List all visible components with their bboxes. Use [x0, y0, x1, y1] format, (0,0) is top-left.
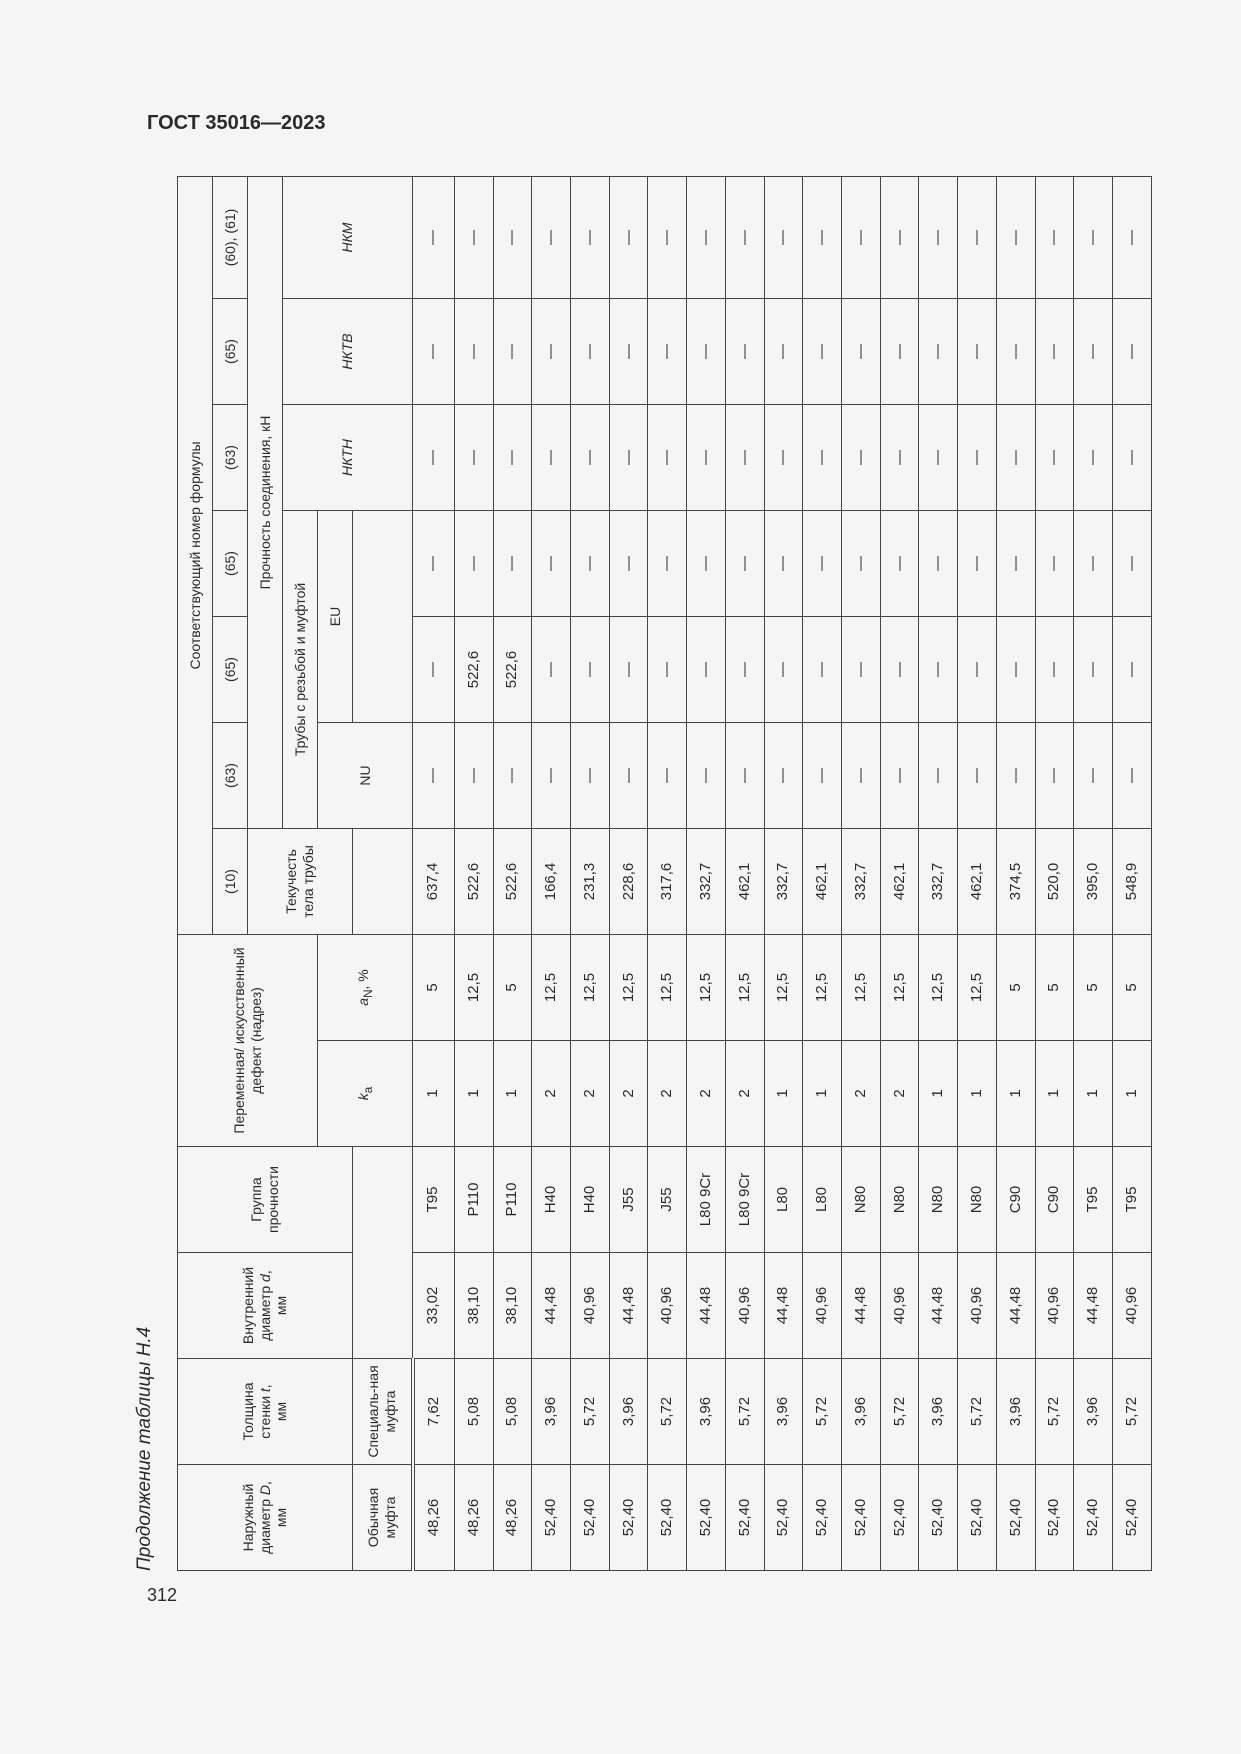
formula-63b: (63)	[213, 404, 248, 510]
cell-y: 231,3	[570, 828, 609, 934]
cell-nkm: —	[996, 176, 1035, 298]
cell-nktv: —	[841, 298, 880, 404]
col-head-regular: Обычная муфта	[353, 1465, 413, 1571]
col-head-nu: NU	[318, 722, 413, 828]
cell-eu-reg: —	[803, 616, 842, 722]
cell-an: 5	[1113, 934, 1152, 1040]
cell-grp: N80	[841, 1147, 880, 1253]
cell-eu-sp: —	[764, 510, 803, 616]
table-row	[996, 176, 1035, 1570]
table-row	[1074, 176, 1113, 1570]
cell-grp: T95	[1113, 1147, 1152, 1253]
cell-y: 462,1	[958, 828, 997, 934]
cell-nktv: —	[958, 298, 997, 404]
cell-nu: —	[413, 722, 455, 828]
cell-nktn: —	[880, 404, 919, 510]
page-number: 312	[147, 1585, 178, 1605]
cell-ka: 1	[493, 1041, 532, 1147]
cell-eu-reg: —	[919, 616, 958, 722]
cell-d: 40,96	[880, 1253, 919, 1359]
cell-grp: J55	[609, 1147, 648, 1253]
cell-nktv: —	[803, 298, 842, 404]
cell-eu-sp: —	[958, 510, 997, 616]
formula-65c: (65)	[213, 298, 248, 404]
cell-nkm: —	[919, 176, 958, 298]
table-row	[609, 176, 648, 1570]
table-row	[570, 176, 609, 1570]
table-row	[454, 176, 493, 1570]
cell-d: 40,96	[725, 1253, 764, 1359]
table-row	[1035, 176, 1074, 1570]
cell-ka: 2	[570, 1041, 609, 1147]
cell-eu-reg: —	[764, 616, 803, 722]
cell-eu-sp: —	[919, 510, 958, 616]
cell-eu-reg: —	[609, 616, 648, 722]
cell-y: 374,5	[996, 828, 1035, 934]
cell-ka: 1	[764, 1041, 803, 1147]
cell-eu-reg: —	[687, 616, 726, 722]
table-row	[687, 176, 726, 1570]
cell-ka: 1	[1074, 1041, 1113, 1147]
cell-d: 40,96	[958, 1253, 997, 1359]
cell-y: 637,4	[413, 828, 455, 934]
cell-nu: —	[958, 722, 997, 828]
col-head-formula: Соответствующий номер формулы	[178, 176, 213, 934]
cell-D: 52,40	[841, 1465, 880, 1571]
cell-nkm: —	[532, 176, 571, 298]
cell-eu-reg: —	[532, 616, 571, 722]
cell-nktv: —	[413, 298, 455, 404]
cell-ka: 1	[1035, 1041, 1074, 1147]
cell-t: 7,62	[413, 1359, 455, 1465]
cell-d: 44,48	[919, 1253, 958, 1359]
cell-eu-sp: —	[1113, 510, 1152, 616]
cell-D: 52,40	[648, 1465, 687, 1571]
cell-d: 44,48	[687, 1253, 726, 1359]
data-table	[177, 176, 1152, 1571]
cell-y: 166,4	[532, 828, 571, 934]
cell-eu-reg: —	[413, 616, 455, 722]
cell-d: 40,96	[648, 1253, 687, 1359]
cell-nkm: —	[1074, 176, 1113, 298]
cell-an: 12,5	[454, 934, 493, 1040]
cell-nu: —	[803, 722, 842, 828]
cell-nkm: —	[687, 176, 726, 298]
cell-D: 52,40	[532, 1465, 571, 1571]
cell-nkm: —	[958, 176, 997, 298]
cell-nkm: —	[413, 176, 455, 298]
table-row	[764, 176, 803, 1570]
cell-t: 5,72	[803, 1359, 842, 1465]
cell-nkm: —	[803, 176, 842, 298]
cell-ka: 2	[609, 1041, 648, 1147]
cell-eu-sp: —	[570, 510, 609, 616]
cell-D: 48,26	[493, 1465, 532, 1571]
rotated-table-area	[134, 177, 1152, 1571]
cell-eu-reg: —	[1035, 616, 1074, 722]
formula-10: (10)	[213, 828, 248, 934]
cell-grp: T95	[413, 1147, 455, 1253]
cell-eu-sp: —	[1035, 510, 1074, 616]
cell-eu-sp: —	[841, 510, 880, 616]
cell-t: 3,96	[841, 1359, 880, 1465]
cell-an: 5	[1074, 934, 1113, 1040]
table-body	[413, 176, 1152, 1570]
col-head-outer-diameter: Наружный диаметр D, мм	[178, 1465, 353, 1571]
cell-d: 44,48	[609, 1253, 648, 1359]
cell-d: 44,48	[532, 1253, 571, 1359]
cell-grp: N80	[880, 1147, 919, 1253]
cell-t: 5,08	[454, 1359, 493, 1465]
table-row	[841, 176, 880, 1570]
cell-y: 522,6	[454, 828, 493, 934]
cell-an: 12,5	[687, 934, 726, 1040]
table-caption: Продолжение таблицы Н.4	[134, 1326, 155, 1571]
col-head-defect: Переменная/ искусственный дефект (надрез)	[178, 934, 318, 1146]
cell-t: 5,08	[493, 1359, 532, 1465]
cell-nktn: —	[1113, 404, 1152, 510]
cell-nktv: —	[919, 298, 958, 404]
cell-an: 12,5	[570, 934, 609, 1040]
cell-an: 12,5	[841, 934, 880, 1040]
cell-t: 3,96	[1074, 1359, 1113, 1465]
cell-y: 522,6	[493, 828, 532, 934]
cell-nktv: —	[493, 298, 532, 404]
cell-y: 332,7	[841, 828, 880, 934]
cell-D: 52,40	[919, 1465, 958, 1571]
cell-an: 5	[1035, 934, 1074, 1040]
cell-D: 48,26	[454, 1465, 493, 1571]
cell-nktn: —	[532, 404, 571, 510]
cell-an: 12,5	[725, 934, 764, 1040]
cell-t: 5,72	[880, 1359, 919, 1465]
formula-63a: (63)	[213, 722, 248, 828]
cell-eu-reg: —	[841, 616, 880, 722]
cell-nktv: —	[1035, 298, 1074, 404]
cell-nu: —	[532, 722, 571, 828]
col-head-inner-diameter: Внутренний диаметр d, мм	[178, 1253, 353, 1359]
cell-y: 520,0	[1035, 828, 1074, 934]
cell-nu: —	[648, 722, 687, 828]
cell-ka: 1	[958, 1041, 997, 1147]
cell-nkm: —	[725, 176, 764, 298]
cell-an: 12,5	[532, 934, 571, 1040]
cell-nktn: —	[764, 404, 803, 510]
cell-D: 52,40	[958, 1465, 997, 1571]
cell-D: 52,40	[1035, 1465, 1074, 1571]
cell-nu: —	[764, 722, 803, 828]
cell-nu: —	[570, 722, 609, 828]
cell-nktn: —	[919, 404, 958, 510]
cell-nktn: —	[493, 404, 532, 510]
cell-eu-sp: —	[648, 510, 687, 616]
cell-nktn: —	[1074, 404, 1113, 510]
cell-ka: 1	[803, 1041, 842, 1147]
cell-d: 40,96	[1035, 1253, 1074, 1359]
col-head-nktv: НКТВ	[283, 298, 413, 404]
cell-nu: —	[609, 722, 648, 828]
col-head-eu: EU	[318, 510, 353, 722]
cell-nktn: —	[725, 404, 764, 510]
col-head-threaded: Трубы с резьбой и муфтой	[283, 510, 318, 828]
cell-ka: 2	[687, 1041, 726, 1147]
cell-nktn: —	[841, 404, 880, 510]
cell-d: 44,48	[1074, 1253, 1113, 1359]
cell-nkm: —	[493, 176, 532, 298]
formula-65b: (65)	[213, 510, 248, 616]
cell-t: 5,72	[958, 1359, 997, 1465]
cell-y: 332,7	[919, 828, 958, 934]
cell-grp: L80	[803, 1147, 842, 1253]
cell-D: 52,40	[803, 1465, 842, 1571]
cell-nktv: —	[532, 298, 571, 404]
cell-d: 44,48	[996, 1253, 1035, 1359]
cell-nktn: —	[609, 404, 648, 510]
cell-nktv: —	[454, 298, 493, 404]
col-head-ka: $k_a$	[318, 1041, 413, 1147]
cell-y: 395,0	[1074, 828, 1113, 934]
cell-D: 52,40	[609, 1465, 648, 1571]
table-row	[725, 176, 764, 1570]
cell-nktv: —	[1113, 298, 1152, 404]
cell-nu: —	[725, 722, 764, 828]
table-row	[1113, 176, 1152, 1570]
cell-D: 52,40	[1113, 1465, 1152, 1571]
cell-t: 3,96	[919, 1359, 958, 1465]
cell-nu: —	[687, 722, 726, 828]
cell-an: 5	[413, 934, 455, 1040]
cell-ka: 1	[996, 1041, 1035, 1147]
table-row	[413, 176, 455, 1570]
cell-y: 462,1	[880, 828, 919, 934]
cell-grp: L80 9Cr	[687, 1147, 726, 1253]
cell-an: 5	[493, 934, 532, 1040]
cell-grp: C90	[996, 1147, 1035, 1253]
cell-eu-reg: —	[648, 616, 687, 722]
cell-D: 52,40	[1074, 1465, 1113, 1571]
cell-y: 462,1	[725, 828, 764, 934]
cell-an: 5	[996, 934, 1035, 1040]
cell-D: 52,40	[880, 1465, 919, 1571]
cell-y: 462,1	[803, 828, 842, 934]
cell-nkm: —	[880, 176, 919, 298]
cell-eu-reg: 522,6	[454, 616, 493, 722]
cell-nktn: —	[413, 404, 455, 510]
document-header: ГОСТ 35016—2023	[147, 112, 326, 134]
cell-grp: P110	[493, 1147, 532, 1253]
cell-d: 40,96	[803, 1253, 842, 1359]
cell-d: 44,48	[841, 1253, 880, 1359]
cell-y: 332,7	[687, 828, 726, 934]
cell-grp: L80 9Cr	[725, 1147, 764, 1253]
col-head-an: $a_N$, %	[318, 934, 413, 1040]
cell-eu-sp: —	[454, 510, 493, 616]
cell-ka: 2	[532, 1041, 571, 1147]
cell-ka: 1	[454, 1041, 493, 1147]
cell-an: 12,5	[880, 934, 919, 1040]
cell-D: 52,40	[687, 1465, 726, 1571]
cell-t: 5,72	[1035, 1359, 1074, 1465]
cell-t: 3,96	[609, 1359, 648, 1465]
cell-eu-sp: —	[725, 510, 764, 616]
cell-nktv: —	[648, 298, 687, 404]
cell-nkm: —	[1113, 176, 1152, 298]
col-head-special: Специаль-ная муфта	[353, 1359, 413, 1465]
cell-nu: —	[996, 722, 1035, 828]
cell-t: 5,72	[648, 1359, 687, 1465]
table-row	[648, 176, 687, 1570]
cell-y: 548,9	[1113, 828, 1152, 934]
cell-y: 332,7	[764, 828, 803, 934]
cell-an: 12,5	[958, 934, 997, 1040]
cell-nkm: —	[1035, 176, 1074, 298]
cell-y: 317,6	[648, 828, 687, 934]
formula-65a: (65)	[213, 616, 248, 722]
cell-an: 12,5	[764, 934, 803, 1040]
cell-nktv: —	[1074, 298, 1113, 404]
cell-grp: N80	[919, 1147, 958, 1253]
cell-eu-sp: —	[609, 510, 648, 616]
cell-ka: 2	[841, 1041, 880, 1147]
cell-ka: 1	[1113, 1041, 1152, 1147]
cell-eu-reg: —	[880, 616, 919, 722]
table-row	[880, 176, 919, 1570]
cell-nu: —	[919, 722, 958, 828]
col-head-yield: Текучесть тела трубы	[248, 828, 353, 934]
cell-ka: 1	[413, 1041, 455, 1147]
cell-ka: 2	[725, 1041, 764, 1147]
cell-grp: H40	[570, 1147, 609, 1253]
col-head-nktn: НКТН	[283, 404, 413, 510]
cell-nktn: —	[958, 404, 997, 510]
cell-D: 52,40	[725, 1465, 764, 1571]
cell-nkm: —	[609, 176, 648, 298]
formula-60-61: (60), (61)	[213, 176, 248, 298]
cell-nu: —	[1074, 722, 1113, 828]
cell-D: 52,40	[996, 1465, 1035, 1571]
table-row	[493, 176, 532, 1570]
cell-eu-reg: —	[570, 616, 609, 722]
cell-t: 5,72	[1113, 1359, 1152, 1465]
table-row	[532, 176, 571, 1570]
cell-nktn: —	[454, 404, 493, 510]
cell-nktv: —	[687, 298, 726, 404]
cell-ka: 2	[648, 1041, 687, 1147]
cell-y: 228,6	[609, 828, 648, 934]
cell-nu: —	[1035, 722, 1074, 828]
cell-eu-reg: —	[1074, 616, 1113, 722]
cell-nktn: —	[1035, 404, 1074, 510]
cell-eu-sp: —	[413, 510, 455, 616]
cell-eu-sp: —	[532, 510, 571, 616]
cell-d: 44,48	[764, 1253, 803, 1359]
cell-nktn: —	[570, 404, 609, 510]
cell-nkm: —	[841, 176, 880, 298]
cell-an: 12,5	[609, 934, 648, 1040]
cell-eu-sp: —	[493, 510, 532, 616]
cell-nktv: —	[996, 298, 1035, 404]
cell-D: 52,40	[764, 1465, 803, 1571]
cell-ka: 2	[880, 1041, 919, 1147]
cell-grp: L80	[764, 1147, 803, 1253]
table-row	[803, 176, 842, 1570]
cell-t: 3,96	[532, 1359, 571, 1465]
cell-grp: N80	[958, 1147, 997, 1253]
cell-nktv: —	[609, 298, 648, 404]
cell-D: 52,40	[570, 1465, 609, 1571]
cell-nktn: —	[648, 404, 687, 510]
cell-D: 48,26	[413, 1465, 455, 1571]
cell-d: 40,96	[1113, 1253, 1152, 1359]
cell-nkm: —	[648, 176, 687, 298]
cell-eu-reg: 522,6	[493, 616, 532, 722]
col-head-nkm: НКМ	[283, 176, 413, 298]
cell-eu-sp: —	[996, 510, 1035, 616]
cell-an: 12,5	[919, 934, 958, 1040]
cell-nkm: —	[570, 176, 609, 298]
cell-nktv: —	[725, 298, 764, 404]
cell-t: 5,72	[570, 1359, 609, 1465]
col-head-group: Группа прочности	[178, 1147, 353, 1253]
cell-nu: —	[880, 722, 919, 828]
cell-nkm: —	[454, 176, 493, 298]
cell-t: 3,96	[687, 1359, 726, 1465]
cell-ka: 1	[919, 1041, 958, 1147]
cell-nktn: —	[996, 404, 1035, 510]
cell-nu: —	[1113, 722, 1152, 828]
cell-grp: P110	[454, 1147, 493, 1253]
table-row	[958, 176, 997, 1570]
cell-eu-sp: —	[1074, 510, 1113, 616]
cell-d: 33,02	[413, 1253, 455, 1359]
cell-nkm: —	[764, 176, 803, 298]
cell-t: 3,96	[996, 1359, 1035, 1465]
cell-grp: T95	[1074, 1147, 1113, 1253]
cell-an: 12,5	[648, 934, 687, 1040]
cell-eu-reg: —	[1113, 616, 1152, 722]
cell-eu-reg: —	[958, 616, 997, 722]
cell-nktv: —	[570, 298, 609, 404]
cell-t: 5,72	[725, 1359, 764, 1465]
cell-eu-reg: —	[996, 616, 1035, 722]
cell-grp: C90	[1035, 1147, 1074, 1253]
cell-eu-sp: —	[687, 510, 726, 616]
cell-nktv: —	[880, 298, 919, 404]
cell-t: 3,96	[764, 1359, 803, 1465]
cell-eu-reg: —	[725, 616, 764, 722]
cell-nktn: —	[803, 404, 842, 510]
cell-d: 38,10	[493, 1253, 532, 1359]
cell-eu-sp: —	[803, 510, 842, 616]
cell-grp: H40	[532, 1147, 571, 1253]
cell-an: 12,5	[803, 934, 842, 1040]
col-head-wall: Толщина стенки t, мм	[178, 1359, 353, 1465]
cell-grp: J55	[648, 1147, 687, 1253]
cell-d: 40,96	[570, 1253, 609, 1359]
cell-eu-sp: —	[880, 510, 919, 616]
cell-nu: —	[841, 722, 880, 828]
cell-nktn: —	[687, 404, 726, 510]
cell-nktv: —	[764, 298, 803, 404]
cell-nu: —	[454, 722, 493, 828]
cell-nu: —	[493, 722, 532, 828]
cell-d: 38,10	[454, 1253, 493, 1359]
col-head-strength: Прочность соединения, кН	[248, 176, 283, 828]
table-row	[919, 176, 958, 1570]
